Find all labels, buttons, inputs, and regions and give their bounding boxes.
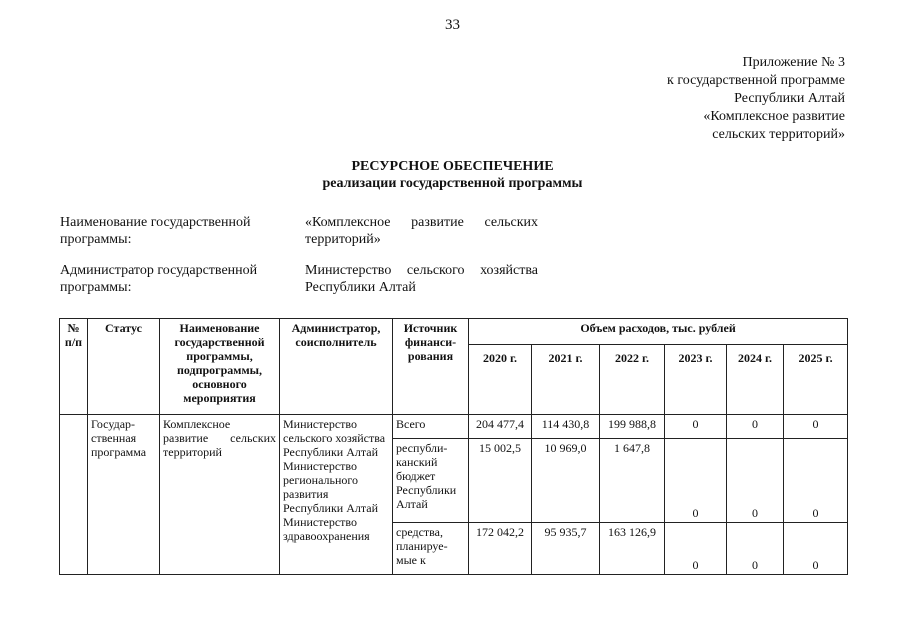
cell-status: Государ-ственная программа: [88, 415, 160, 575]
administrator-label: Администратор государственной программы:: [60, 263, 258, 295]
header-year: 2025 г.: [784, 345, 848, 415]
cell-value: 0: [727, 439, 784, 523]
cell-value: 10 969,0: [532, 439, 600, 523]
cell-value: 0: [784, 523, 848, 575]
cell-value: 0: [727, 523, 784, 575]
cell-value: 114 430,8: [532, 415, 600, 439]
appendix-line: «Комплексное развитие: [703, 109, 845, 124]
cell-source: республи-канский бюджет Республики Алтай: [393, 439, 469, 523]
appendix-line: к государственной программе: [667, 73, 845, 88]
cell-name: Комплексное развитие сельских территорий: [160, 415, 280, 575]
program-name-value: «Комплексное развитие сельских территорий»: [305, 215, 538, 247]
cell-value: 0: [665, 439, 727, 523]
cell-value: 204 477,4: [469, 415, 532, 439]
cell-value: 0: [665, 415, 727, 439]
cell-value: 1 647,8: [600, 439, 665, 523]
document-title: [0, 158, 905, 192]
program-name-label: Наименование государственной программы:: [60, 215, 251, 247]
appendix-line: сельских территорий»: [712, 127, 845, 142]
header-source: Источник финанси-рования: [393, 319, 469, 415]
cell-source: Всего: [393, 415, 469, 439]
header-status: Статус: [88, 319, 160, 415]
header-expenses: Объем расходов, тыс. рублей: [469, 319, 848, 345]
header-year: 2023 г.: [665, 345, 727, 415]
header-name: Наименование государственной программы, подпрограммы, основного мероприятия: [160, 319, 280, 415]
cell-value: 15 002,5: [469, 439, 532, 523]
header-year: 2024 г.: [727, 345, 784, 415]
title-line-2: реализации государственной программы: [322, 176, 583, 191]
title-line-1: РЕСУРСНОЕ ОБЕСПЕЧЕНИЕ: [351, 159, 554, 174]
cell-value: 95 935,7: [532, 523, 600, 575]
appendix-caption: [667, 54, 845, 144]
header-year: 2021 г.: [532, 345, 600, 415]
cell-value: 0: [727, 415, 784, 439]
cell-value: 0: [784, 415, 848, 439]
administrator-value: Министерство сельского хозяйства Республики Алтай: [305, 263, 538, 295]
header-year: 2022 г.: [600, 345, 665, 415]
cell-value: 199 988,8: [600, 415, 665, 439]
header-year: 2020 г.: [469, 345, 532, 415]
header-administrator: Администратор, соисполнитель: [280, 319, 393, 415]
appendix-line: Приложение № 3: [742, 55, 845, 70]
table-header-row: [60, 319, 848, 345]
appendix-line: Республики Алтай: [734, 91, 845, 106]
table-row: [60, 415, 848, 439]
page-number: 33: [445, 17, 460, 33]
cell-value: 0: [784, 439, 848, 523]
cell-source: средства, планируе-мые к: [393, 523, 469, 575]
cell-administrator: Министерство сельского хозяйства Республики Алтай Министерство регионального развития Республики Алтай Министерство здравоохранения: [280, 415, 393, 575]
resource-table: [59, 318, 848, 575]
cell-value: 163 126,9: [600, 523, 665, 575]
header-num: № п/п: [60, 319, 88, 415]
cell-num: [60, 415, 88, 575]
cell-value: 0: [665, 523, 727, 575]
cell-value: 172 042,2: [469, 523, 532, 575]
